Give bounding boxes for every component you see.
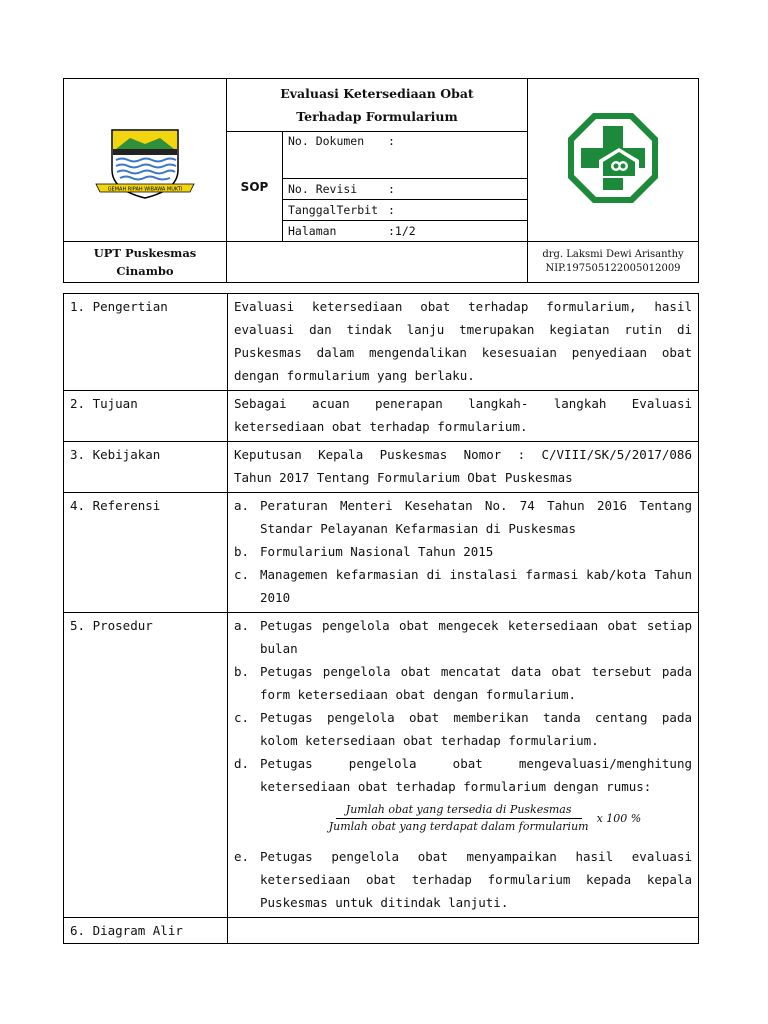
list-item: a. Peraturan Menteri Kesehatan No. 74 Tahun 2016 Tentang Standar Pelayanan Kefarmasian di Puskesmas xyxy=(234,498,692,536)
city-emblem-cell xyxy=(64,79,227,242)
puskesmas-logo-cell xyxy=(528,79,699,242)
section-row-prosedur xyxy=(64,613,699,918)
section-content xyxy=(228,493,699,613)
sop-body xyxy=(63,293,699,944)
formula-multiplier: x 100 % xyxy=(596,812,642,825)
section-content: Keputusan Kepala Puskesmas Nomor : C/VIII/SK/5/2017/086 Tahun 2017 Tentang Formularium Obat Puskesmas xyxy=(228,442,699,493)
revision-field: No. Revisi : xyxy=(283,179,528,200)
section-label: 2. Tujuan xyxy=(64,391,228,442)
formula-denominator: Jumlah obat yang terdapat dalam formularium xyxy=(328,820,589,833)
formula-numerator: Jumlah obat yang tersedia di Puskesmas xyxy=(336,802,582,819)
page-field: Halaman :1/2 xyxy=(283,221,528,242)
doc-number-field: No. Dokumen : xyxy=(283,132,528,179)
section-content xyxy=(228,613,699,918)
section-label: 6. Diagram Alir xyxy=(64,918,228,944)
section-row-kebijakan xyxy=(64,442,699,493)
section-label: 4. Referensi xyxy=(64,493,228,613)
city-emblem-icon xyxy=(90,108,200,208)
sop-header xyxy=(63,78,699,283)
svg-text:GEMAH RIPAH WIBAWA MUKTI: GEMAH RIPAH WIBAWA MUKTI xyxy=(107,186,183,193)
list-item: d. Petugas pengelola obat mengevaluasi/menghitung ketersediaan obat terhadap formularium dengan rumus: xyxy=(234,756,692,794)
section-content: Evaluasi ketersediaan obat terhadap formularium, hasil evaluasi dan tindak lanju tmerupakan kegiatan rutin di Puskesmas dalam mengendalikan kesesuaian penyediaan obat dengan formularium yang berlaku. xyxy=(228,294,699,391)
section-row-diagram xyxy=(64,918,699,944)
document-title: Evaluasi Ketersediaan Obat Terhadap Formularium xyxy=(227,79,528,132)
list-item: c. Petugas pengelola obat memberikan tanda centang pada kolom ketersediaan obat terhadap formularium. xyxy=(234,710,692,748)
section-content xyxy=(228,918,699,944)
section-label: 5. Prosedur xyxy=(64,613,228,918)
list-item: c. Managemen kefarmasian di instalasi farmasi kab/kota Tahun 2010 xyxy=(234,567,692,605)
signer-block: drg. Laksmi Dewi Arisanthy NIP.197505122005012009 xyxy=(528,242,699,283)
organization-name: UPT Puskesmas Cinambo xyxy=(64,242,227,283)
sop-label: SOP xyxy=(227,132,283,242)
section-label: 3. Kebijakan xyxy=(64,442,228,493)
section-row-pengertian xyxy=(64,294,699,391)
section-row-tujuan xyxy=(64,391,699,442)
puskesmas-logo-icon xyxy=(563,108,663,208)
blank-cell xyxy=(227,242,528,283)
list-item: b. Formularium Nasional Tahun 2015 xyxy=(234,544,494,559)
section-content: Sebagai acuan penerapan langkah- langkah Evaluasi ketersediaan obat terhadap formularium. xyxy=(228,391,699,442)
issue-date-field: TanggalTerbit : xyxy=(283,200,528,221)
section-row-referensi xyxy=(64,493,699,613)
availability-formula xyxy=(234,798,692,845)
list-item: a. Petugas pengelola obat mengecek ketersediaan obat setiap bulan xyxy=(234,618,692,656)
list-item: b. Petugas pengelola obat mencatat data obat tersebut pada form ketersediaan obat dengan formularium. xyxy=(234,664,692,702)
list-item: e. Petugas pengelola obat menyampaikan hasil evaluasi ketersediaan obat terhadap formularium kepada kepala Puskesmas untuk ditindak lanjuti. xyxy=(234,849,692,910)
section-label: 1. Pengertian xyxy=(64,294,228,391)
